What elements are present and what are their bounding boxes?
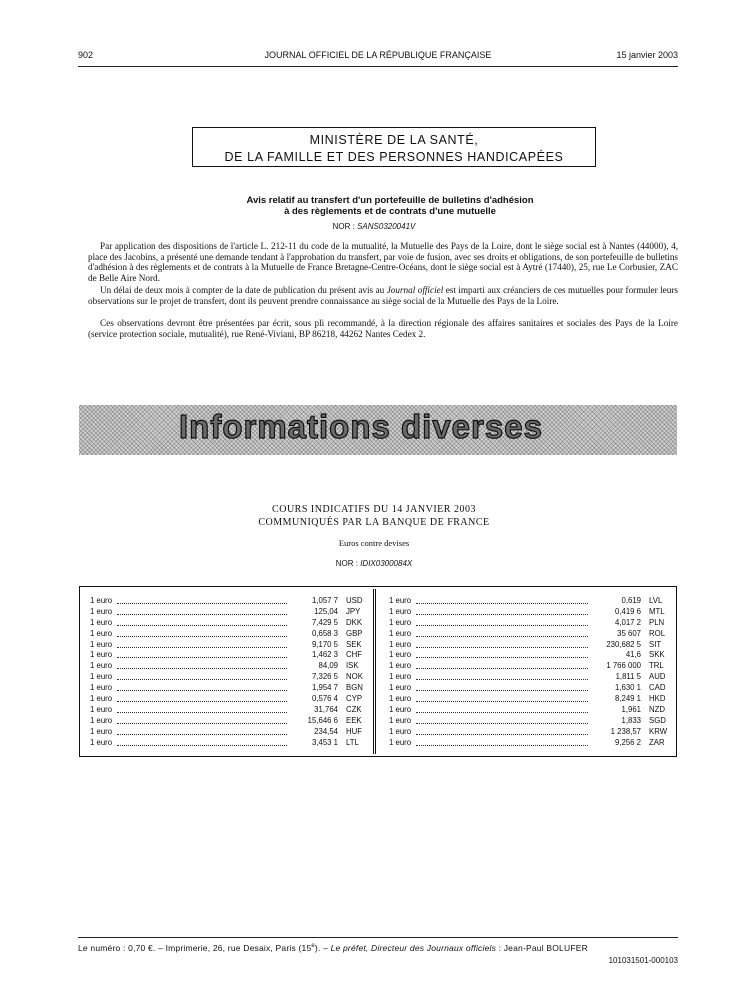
dot-leader <box>416 701 588 702</box>
page-number: 902 <box>78 50 94 60</box>
currency-code: PLN <box>649 617 665 627</box>
rate-value: 230,682 5 <box>606 639 641 649</box>
currency-code: TRL <box>649 661 664 671</box>
dot-leader <box>416 734 588 735</box>
rate-value: 9,170 5 <box>311 639 338 649</box>
dot-leader <box>416 745 588 746</box>
column-divider <box>373 589 376 754</box>
rates-column-right <box>389 596 669 748</box>
rate-row <box>389 629 669 640</box>
cours-title-line-2: COMMUNIQUÉS PAR LA BANQUE DE FRANCE <box>258 517 490 528</box>
dot-leader <box>416 723 588 724</box>
currency-code: GBP <box>346 628 363 638</box>
footer-price: Le numéro : 0,70 €. – Imprimerie, 26, rue Desaix, Paris (15 <box>78 943 312 953</box>
rate-label: 1 euro <box>90 617 113 627</box>
rate-row <box>90 694 365 705</box>
dot-leader <box>416 614 588 615</box>
currency-code: CYP <box>346 694 363 704</box>
rate-row <box>389 705 669 716</box>
rate-row <box>90 727 365 738</box>
rate-row <box>389 640 669 651</box>
rate-row <box>90 640 365 651</box>
rate-value: 84,09 <box>318 661 338 671</box>
rate-label: 1 euro <box>90 672 113 682</box>
rate-value: 1,961 <box>621 704 641 714</box>
avis-title-line-1: Avis relatif au transfert d'un portefeuille de bulletins d'adhésion <box>246 195 534 206</box>
dot-leader <box>117 657 287 658</box>
rate-row <box>389 683 669 694</box>
rate-label: 1 euro <box>90 596 113 605</box>
rate-value: 1,630 1 <box>614 683 641 693</box>
currency-code: JPY <box>346 606 361 616</box>
currency-code: NZD <box>649 704 666 714</box>
rate-label: 1 euro <box>389 650 412 660</box>
rate-value: 0,576 4 <box>311 694 338 704</box>
footer-code: 101031501-000103 <box>608 956 678 965</box>
rate-row <box>389 694 669 705</box>
currency-code: SKK <box>649 650 665 660</box>
rate-row <box>90 672 365 683</box>
currency-code: LVL <box>649 596 663 605</box>
rate-value: 8,249 1 <box>614 694 641 704</box>
footer-director-name: : Jean-Paul BOLUFER <box>496 943 588 953</box>
avis-title-line-2: à des règlements et de contrats d'une mutuelle <box>284 206 496 217</box>
rate-label: 1 euro <box>389 683 412 693</box>
avis-paragraph-3: Ces observations devront être présentées par écrit, sous pli recommandé, à la direction régionale des affaires sanitaires et sociales des Pays de la Loire (service protection sociale, mutualité), rue René-Viviani, BP 86218, 44262 Nantes Cedex 2. <box>88 318 678 339</box>
ministry-line-1: MINISTÈRE DE LA SANTÉ, <box>309 133 479 147</box>
page-footer <box>78 943 678 953</box>
ministry-line-2: DE LA FAMILLE ET DES PERSONNES HANDICAPÉES <box>224 150 564 164</box>
currency-code: CHF <box>346 650 363 660</box>
dot-leader <box>117 734 287 735</box>
page-header <box>78 50 678 64</box>
rate-value: 3,453 1 <box>311 737 338 747</box>
dot-leader <box>117 679 287 680</box>
currency-code: SIT <box>649 639 662 649</box>
rate-label: 1 euro <box>90 628 113 638</box>
cours-nor <box>0 559 748 568</box>
rate-label: 1 euro <box>389 661 412 671</box>
dot-leader <box>117 712 287 713</box>
rate-row <box>389 618 669 629</box>
rate-row <box>90 705 365 716</box>
cours-title <box>0 503 748 529</box>
currency-code: BGN <box>346 683 363 693</box>
rate-value: 1 238,57 <box>610 726 641 736</box>
dot-leader <box>416 712 588 713</box>
rate-label: 1 euro <box>389 672 412 682</box>
footer-sep: ). – <box>314 943 331 953</box>
currency-code: HKD <box>649 694 666 704</box>
currency-code: CZK <box>346 704 362 714</box>
rate-label: 1 euro <box>389 704 412 714</box>
rate-row <box>389 738 669 749</box>
dot-leader <box>416 679 588 680</box>
exchange-rates-table <box>79 586 677 757</box>
rate-row <box>389 607 669 618</box>
dot-leader <box>117 603 287 604</box>
dot-leader <box>416 668 588 669</box>
rate-label: 1 euro <box>90 683 113 693</box>
avis-title <box>160 195 620 217</box>
dot-leader <box>117 636 287 637</box>
rate-value: 31,764 <box>314 704 338 714</box>
rate-row <box>90 738 365 749</box>
avis-paragraph-2-end: est imparti aux créanciers de ces mutuelles pour formuler leurs observations sur le projet de transfert, dont ils peuvent prendre connaissance au siège social de la Mutuelle des Pays de la Loire. <box>88 285 678 306</box>
currency-code: MTL <box>649 606 665 616</box>
rate-row <box>90 683 365 694</box>
currency-code: NOK <box>346 672 363 682</box>
dot-leader <box>117 668 287 669</box>
rate-value: 0,619 <box>621 596 641 605</box>
rate-row <box>90 650 365 661</box>
nor-code: IDIX0300084X <box>360 559 413 568</box>
rate-value: 1,057 7 <box>311 596 338 605</box>
issue-date: 15 janvier 2003 <box>616 50 678 60</box>
dot-leader <box>416 690 588 691</box>
rate-value: 125,04 <box>314 606 338 616</box>
dot-leader <box>117 614 287 615</box>
rate-row <box>389 672 669 683</box>
banner-title: Informations diverses <box>179 408 543 445</box>
cours-title-line-1: COURS INDICATIFS DU 14 JANVIER 2003 <box>272 504 476 515</box>
rate-row <box>389 661 669 672</box>
rate-value: 234,54 <box>314 726 338 736</box>
rate-label: 1 euro <box>90 650 113 660</box>
avis-paragraph-2-start: Un délai de deux mois à compter de la date de publication du présent avis au <box>100 285 387 295</box>
rate-label: 1 euro <box>90 715 113 725</box>
rate-label: 1 euro <box>389 726 412 736</box>
dot-leader <box>117 701 287 702</box>
dot-leader <box>416 647 588 648</box>
currency-code: AUD <box>649 672 666 682</box>
rate-label: 1 euro <box>389 639 412 649</box>
rate-label: 1 euro <box>90 694 113 704</box>
rate-value: 41,6 <box>625 650 641 660</box>
rates-column-left <box>90 596 365 748</box>
journal-officiel-italic: Journal officiel <box>386 285 444 295</box>
rate-row <box>90 596 365 607</box>
rate-value: 7,429 5 <box>311 617 338 627</box>
rate-label: 1 euro <box>90 737 113 747</box>
footer-director-title: Le préfet, Directeur des Journaux officiels <box>330 943 497 953</box>
rate-row <box>90 629 365 640</box>
footer-rule <box>78 937 678 938</box>
currency-code: KRW <box>649 726 668 736</box>
avis-nor <box>0 222 748 231</box>
rate-value: 15,646 6 <box>307 715 338 725</box>
currency-code: SGD <box>649 715 666 725</box>
avis-paragraph-1: Par application des dispositions de l'article L. 212-11 du code de la mutualité, la Mutuelle des Pays de la Loire, dont le siège social est à Nantes (44000), 4, place des Jacobins, a présenté une demande tendant à l'approbation du transfert, par voie de fusion, avec ses droits et obligations, de son portefeuille de bulletins d'adhésion à des règlements et de contrats à la Mutuelle de France Bretagne-Centre-Océans, dont le siège social est à Aytré (17440), 25, rue Le Corbusier, ZAC de Belle Aire Nord. <box>88 241 678 283</box>
rate-value: 1,833 <box>621 715 641 725</box>
rate-label: 1 euro <box>90 726 113 736</box>
avis-paragraph-2 <box>88 285 678 306</box>
rate-label: 1 euro <box>389 694 412 704</box>
rate-label: 1 euro <box>389 606 412 616</box>
dot-leader <box>117 647 287 648</box>
currency-code: SEK <box>346 639 362 649</box>
currency-code: USD <box>346 596 363 605</box>
dot-leader <box>117 690 287 691</box>
currency-code: CAD <box>649 683 666 693</box>
rate-row <box>389 650 669 661</box>
currency-code: ZAR <box>649 737 665 747</box>
rate-row <box>90 607 365 618</box>
rate-value: 9,256 2 <box>614 737 641 747</box>
dot-leader <box>416 603 588 604</box>
rate-label: 1 euro <box>389 628 412 638</box>
rate-value: 1,954 7 <box>311 683 338 693</box>
rate-label: 1 euro <box>90 704 113 714</box>
nor-label: NOR : <box>335 559 358 568</box>
rate-row <box>389 716 669 727</box>
rate-row <box>90 661 365 672</box>
header-rule <box>78 66 678 67</box>
rate-label: 1 euro <box>90 606 113 616</box>
rate-value: 0,658 3 <box>311 628 338 638</box>
rate-label: 1 euro <box>389 596 412 605</box>
rate-value: 1,811 5 <box>615 672 641 682</box>
rate-value: 4,017 2 <box>614 617 641 627</box>
rate-row <box>389 596 669 607</box>
nor-code: SANS0320041V <box>357 222 416 231</box>
dot-leader <box>416 657 588 658</box>
currency-code: EEK <box>346 715 362 725</box>
dot-leader <box>117 625 287 626</box>
ministry-box <box>192 127 596 167</box>
currency-code: LTL <box>346 737 359 747</box>
rate-row <box>389 727 669 738</box>
currency-code: ROL <box>649 628 666 638</box>
rate-value: 1 766 000 <box>606 661 641 671</box>
rate-row <box>90 618 365 629</box>
currency-code: ISK <box>346 661 359 671</box>
rate-label: 1 euro <box>389 715 412 725</box>
rate-value: 7,326 5 <box>311 672 338 682</box>
rate-value: 35 607 <box>617 628 641 638</box>
footer-superscript: e <box>311 943 315 950</box>
currency-code: HUF <box>346 726 363 736</box>
nor-label: NOR : <box>332 222 355 231</box>
dot-leader <box>117 745 287 746</box>
dot-leader <box>416 625 588 626</box>
journal-title: JOURNAL OFFICIEL DE LA RÉPUBLIQUE FRANÇAISE <box>264 50 492 60</box>
rate-label: 1 euro <box>90 661 113 671</box>
cours-subtitle: Euros contre devises <box>338 538 410 548</box>
dot-leader <box>416 636 588 637</box>
rate-label: 1 euro <box>389 617 412 627</box>
currency-code: DKK <box>346 617 363 627</box>
rate-value: 1,462 3 <box>311 650 338 660</box>
dot-leader <box>117 723 287 724</box>
rate-label: 1 euro <box>90 639 113 649</box>
section-banner <box>79 405 677 455</box>
rate-row <box>90 716 365 727</box>
rate-label: 1 euro <box>389 737 412 747</box>
rate-value: 0,419 6 <box>614 606 641 616</box>
